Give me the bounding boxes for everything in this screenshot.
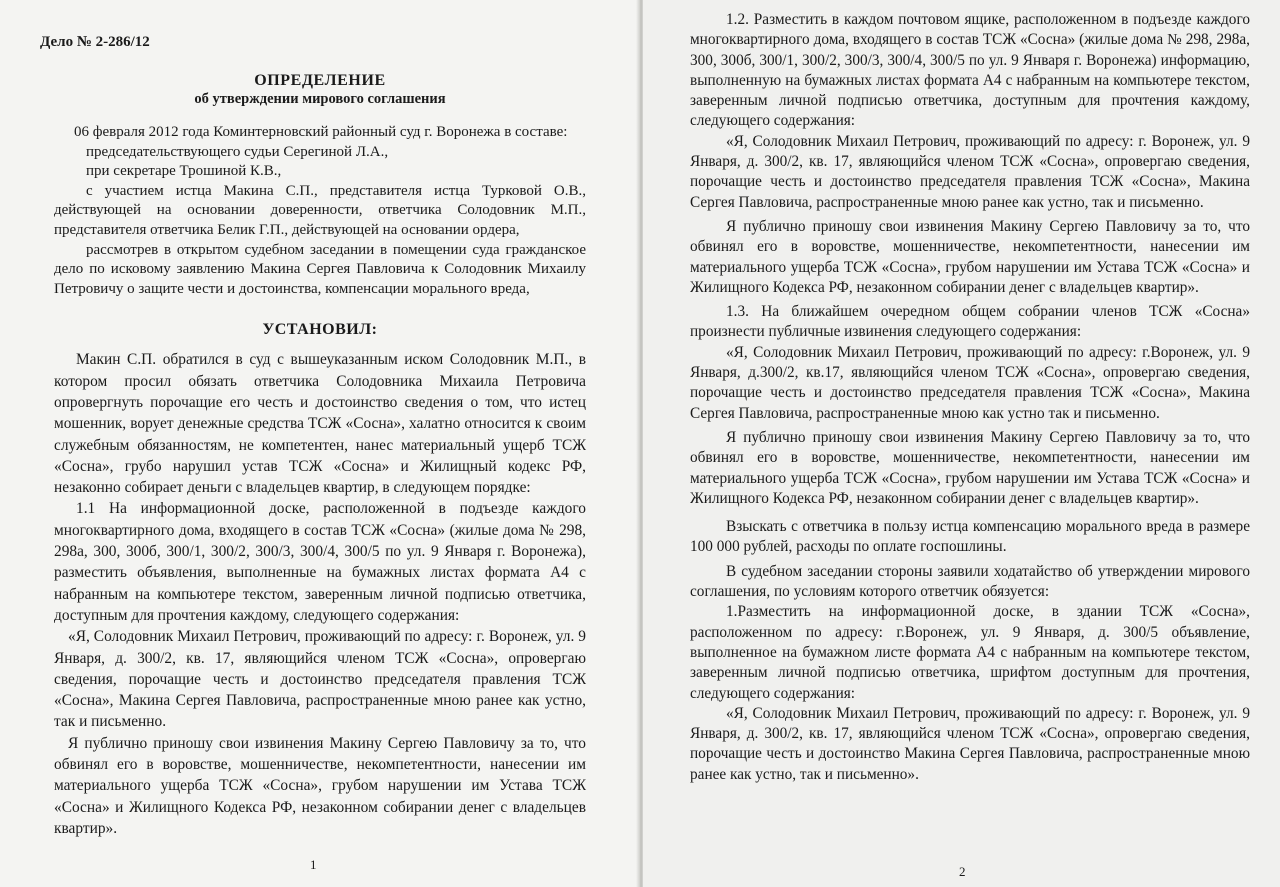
quote-apology: Я публично приношу свои извинения Макину Сергею Павловичу за то, что обвинял его в воровстве, мошенничестве, некомпетентности, нанесении им материального ущерба ТСЖ «Сосна», грубом нарушении им Устава ТСЖ «Сосна» и Жилищного Кодекса РФ, незаконном собирании денег с владельцев квартир». [690,428,1250,507]
claim-item-1-1: 1.1 На информационной доске, расположенной в подъезде каждого многоквартирного дома, входящего в состав ТСЖ «Сосна» (жилые дома № 298, 298а, 300, 300б, 300/1, 300/2, 300/3, 300/4, 300/5 по ул. 9 Января г. Воронежа), разместить объявления, выполненные на бумажных листах формата А4 с набранным на компьютере текстом, заверенным личной подписью ответчика, доступным для прочтения каждому, следующего содержания: [54,500,586,624]
settlement-item-1: 1.Разместить на информационной доске, в здании ТСЖ «Сосна», расположенном по адресу: г.Воронеж, ул. 9 Января, д. 300/5 объявление, выполненное на бумажном листе формата А4 с набранным на компьютере текстом, заверенным личной подписью ответчика, шрифтом доступным для прочтения, следующего содержания: [690,603,1250,702]
claim-paragraph: Макин С.П. обратился в суд с вышеуказанным иском Солодовник М.П., в котором просил обязать ответчика Солодовника Михаила Петровича опровергнуть порочащие его честь и достоинство сведения о том, что истец мошенник, ворует денежные средства ТСЖ «Сосна», халатно относится к своим служебным обязанностям, не компетентен, нанес материальный ущерб ТСЖ «Сосна», грубо нарушил устав ТСЖ «Сосна» и Жилищный кодекс РФ, незаконно собирает деньги с владельцев квартир, в следующем порядке: [54,351,586,497]
page-number: 1 [310,857,317,872]
quote-refutation: «Я, Солодовник Михаил Петрович, проживающий по адресу: г. Воронеж, ул. 9 Января, д. 300/2, кв. 17, являющийся членом ТСЖ «Сосна», опровергаю сведения, порочащие честь и достоинство Макина Сергея Павловича, распространенные мною ранее как устно, так и письменно». [690,704,1250,783]
intro-court: 06 февраля 2012 года Коминтерновский районный суд г. Воронежа в составе: [74,124,568,140]
quote-apology: Я публично приношу свои извинения Макину Сергею Павловичу за то, что обвинял его в воровстве, мошенничестве, некомпетентности, нанесении им материального ущерба ТСЖ «Сосна», грубом нарушении им Устава ТСЖ «Сосна» и Жилищного Кодекса РФ, незаконном собирании денег с владельцев квартир». [690,217,1250,296]
case-number: Дело № 2-286/12 [40,34,150,50]
left-body [54,349,586,839]
compensation-claim: Взыскать с ответчика в пользу истца компенсацию морального вреда в размере 100 000 рублей, расходы по оплате госпошлины. [690,518,1250,556]
section-heading: УСТАНОВИЛ: [262,321,378,339]
claim-item-1-2: 1.2. Разместить в каждом почтовом ящике, расположенном в подъезде каждого многоквартирного дома, входящего в состав ТСЖ «Сосна» (жилые дома № 298, 298а, 300, 300б, 300/1, 300/2, 300/3, 300/4, 300/5 по ул. 9 Января г. Воронежа) информацию, выполненную на бумажных листах формата А4 с набранным на компьютере текстом, заверенным личной подписью ответчика, доступным для прочтения каждому, следующего содержания: [690,11,1250,130]
page-left [0,0,638,887]
intro-judge: председательствующего судьи Серегиной Л.А., [86,143,389,160]
quote-refutation: «Я, Солодовник Михаил Петрович, проживающий по адресу: г. Воронеж, ул. 9 Января, д. 300/2, кв. 17, являющийся членом ТСЖ «Сосна», опровергаю сведения, порочащие честь и достоинство председателя правления ТСЖ «Сосна», Макина Сергея Павловича, распространенные мною ранее как устно, так и письменно. [690,132,1250,211]
quote-refutation: «Я, Солодовник Михаил Петрович, проживающий по адресу: г.Воронеж, ул. 9 Января, д.300/2, кв.17, являющийся членом ТСЖ «Сосна», опровергаю сведения, порочащие честь и достоинство председателя правления ТСЖ «Сосна», Макина Сергея Павловича, распространенные мною как устно так и письменно. [690,343,1250,422]
intro-block [54,123,586,299]
quote-apology: Я публично приношу свои извинения Макину Сергею Павловичу за то, что обвинял его в воровстве, мошенничестве, некомпетентности, нанесении им материального ущерба ТСЖ «Сосна», грубом нарушении им Устава ТСЖ «Сосна» и Жилищного Кодекса РФ, незаконном собирании денег с владельцев квартир». [54,734,586,837]
intro-secretary: при секретаре Трошиной К.В., [86,163,282,180]
right-body [690,10,1250,785]
settlement-motion: В судебном заседании стороны заявили ходатайство об утверждении мирового соглашения, по условиям которого ответчик обязуется: [690,562,1250,601]
quote-refutation: «Я, Солодовник Михаил Петрович, проживающий по адресу: г. Воронеж, ул. 9 Января, д. 300/2, кв. 17, являющийся членом ТСЖ «Сосна», опровергаю сведения, порочащие честь и достоинство председателя правления ТСЖ «Сосна», Макина Сергея Павловича, распространенные мною ранее как устно, так и письменно. [54,628,586,731]
page-number: 2 [959,864,966,879]
document-subtitle: об утверждении мирового соглашения [194,91,446,107]
claim-item-1-3: 1.3. На ближайшем очередном общем собрании членов ТСЖ «Сосна» произнести публичные извинения следующего содержания: [690,303,1250,341]
page-right [643,0,1280,887]
document-title: ОПРЕДЕЛЕНИЕ [254,72,386,89]
intro-case: рассмотрев в открытом судебном заседании в помещении суда гражданское дело по исковому заявлению Макина Сергея Павловича к Солодовник Михаилу Петровичу о защите чести и достоинства, компенсации морального вреда, [54,241,586,297]
intro-participants: с участием истца Макина С.П., представителя истца Турковой О.В., действующей на основании доверенности, ответчика Солодовник М.П., представителя ответчика Белик Г.П., действующей на основании ордера, [54,182,586,238]
